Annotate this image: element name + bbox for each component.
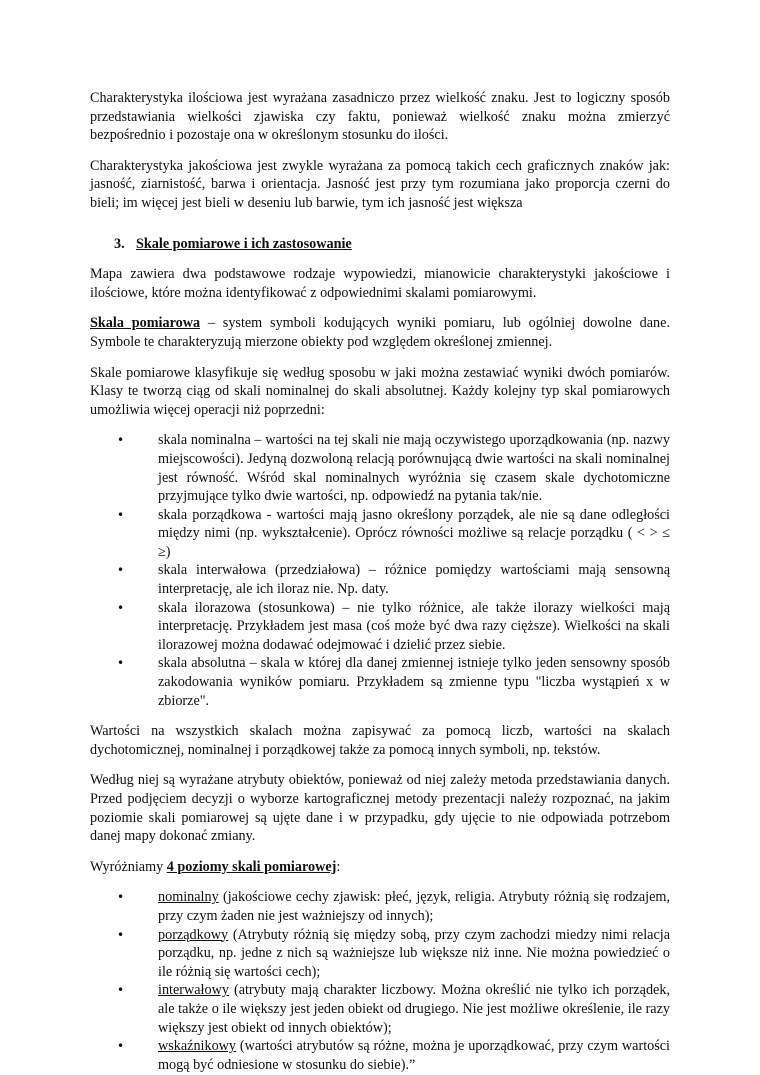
list-item [90,599,670,655]
list-item [90,981,670,1037]
paragraph-qualitative: Charakterystyka jakościowa jest zwykle wyrażana za pomocą takich cech graficznych znaków jak: jasność, ziarnistość, barwa i orientacja. Jasność jest przy tym rozumiana jako proporcja czerni do bieli; im więcej jest bieli w deseniu lub barwie, tym ich jasność jest większa [90,157,670,211]
definition-text: – system symboli kodujących wyniki pomiaru, lub ogólniej dowolne dane. Symbole te charakteryzują mierzone obiekty pod względem określonej zmiennej. [90,315,670,350]
level-term: interwałowy [158,982,229,999]
level-term: wskaźnikowy [158,1038,237,1055]
list-item [90,506,670,562]
paragraph-after-list: Wartości na wszystkich skalach można zapisywać za pomocą liczb, wartości na skalach dychotomicznej, nominalnej i porządkowej także za pomocą innych symboli, np. tekstów. [90,723,670,758]
bullet-icon: • [117,600,125,615]
list-item [90,654,670,710]
section-title: Skale pomiarowe i ich zastosowanie [136,235,352,252]
bullet-icon: • [117,927,125,942]
level-text: (jakościowe cechy zjawisk: płeć, język, religia. Atrybuty różnią się rodzajem, przy czym żaden nie jest ważniejszy od innych); [158,889,670,924]
bullet-icon: • [117,563,125,578]
bullet-icon: • [117,890,125,905]
bullet-icon: • [117,507,125,522]
bullet-icon: • [117,1039,125,1054]
levels-list [90,888,670,1074]
levels-intro-emphasis: 4 poziomy skali pomiarowej [166,858,337,875]
section-number: 3. [114,235,125,252]
level-text: (wartości atrybutów są różne, można je uporządkować, przy czym wartości mogą być odniesione w stosunku do siebie).” [158,1038,670,1073]
list-item-text: skala porządkowa - wartości mają jasno określony porządek, ale nie są dane odległości między nimi (np. wykształcenie). Oprócz równości możliwe są relacje porządku ( < > ≤ ≥) [158,506,670,560]
list-item-text: skala interwałowa (przedziałowa) – różnice pomiędzy wartościami mają sensowną interpretację, ale ich iloraz nie. Np. daty. [158,562,670,598]
list-item-text: skala ilorazowa (stosunkowa) – nie tylko różnice, ale także ilorazy wielkości mają interpretację. Przykładem jest masa (coś może być dwa razy cięższe). Wielkości na skali ilorazowej można dodawać odejmować i dzielić przez siebie. [158,599,670,653]
paragraph-levels-intro [90,858,670,877]
level-term: nominalny [158,889,219,906]
definition-term: Skala pomiarowa [90,315,201,332]
list-item [90,888,670,925]
levels-intro-prefix: Wyróżniamy [90,858,167,875]
paragraph-attributes: Według niej są wyrażane atrybuty obiektów, ponieważ od niej zależy metoda przedstawiania danych. Przed podjęciem decyzji o wyborze kartograficznej metody prezentacji należy rozpoznać, na jakim poziomie skali pomiarowej są ujęte dane i w przypadku, gdy ujęcie to nie odpowiada potrzebom danej mapy dokonać zmiany. [90,772,670,845]
bullet-icon: • [117,433,125,448]
list-item [90,926,670,982]
paragraph-classification: Skale pomiarowe klasyfikuje się według sposobu w jaki można zestawiać wyniki dwóch pomiarów. Klasy te tworzą ciąg od skali nominalnej do skali absolutnej. Każdy kolejny typ skal pomiarowych umożliwia więcej operacji niż poprzedni: [90,364,670,418]
section-heading [90,235,670,254]
paragraph-quantitative: Charakterystyka ilościowa jest wyrażana zasadniczo przez wielkość znaku. Jest to logiczny sposób przedstawiania wielkości zjawiska czy faktu, ponieważ wielkość znaku można zmierzyć bezpośrednio i pozostaje ona w określonym stosunku do ilości. [90,90,670,144]
paragraph-intro: Mapa zawiera dwa podstawowe rodzaje wypowiedzi, mianowicie charakterystyki jakościowe i ilościowe, które można identyfikować z odpowiednimi skalami pomiarowymi. [90,266,670,301]
level-text: (atrybuty mają charakter liczbowy. Można określić nie tylko ich porządek, ale także o ile większy jest jeden obiekt od drugiego. Nie jest możliwe określenie, ile razy większy jest obiekt od innych obiektów); [158,982,670,1036]
level-text: (Atrybuty różnią się między sobą, przy czym zachodzi miedzy nimi relacja porządku, np. jedne z nich są ważniejsze lub większe niż inne. Nie można powiedzieć o ile różnią się wartości cech); [158,926,670,980]
list-item [90,431,670,505]
scale-list [90,431,670,710]
levels-intro-suffix: : [336,858,341,875]
list-item-text: skala nominalna – wartości na tej skali nie mają oczywistego uporządkowania (np. nazwy miejscowości). Jedyną dozwoloną relacją porównującą dwie wartości na skali nominalnej jest równość. Wśród skal nominalnych wyróżnia się czasem skale dychotomiczne przyjmujące tylko dwie wartości, np. odpowiedź na pytania tak/nie. [158,432,670,505]
list-item [90,561,670,598]
bullet-icon: • [117,656,125,671]
list-item-text: skala absolutna – skala w której dla danej zmiennej istnieje tylko jeden sensowny sposób zakodowania wyników pomiaru. Przykładem są zmienne typu "liczba wystąpień x w zbiorze". [158,655,670,709]
list-item [90,1037,670,1074]
level-term: porządkowy [158,926,229,943]
bullet-icon: • [117,983,125,998]
paragraph-definition [90,314,670,351]
